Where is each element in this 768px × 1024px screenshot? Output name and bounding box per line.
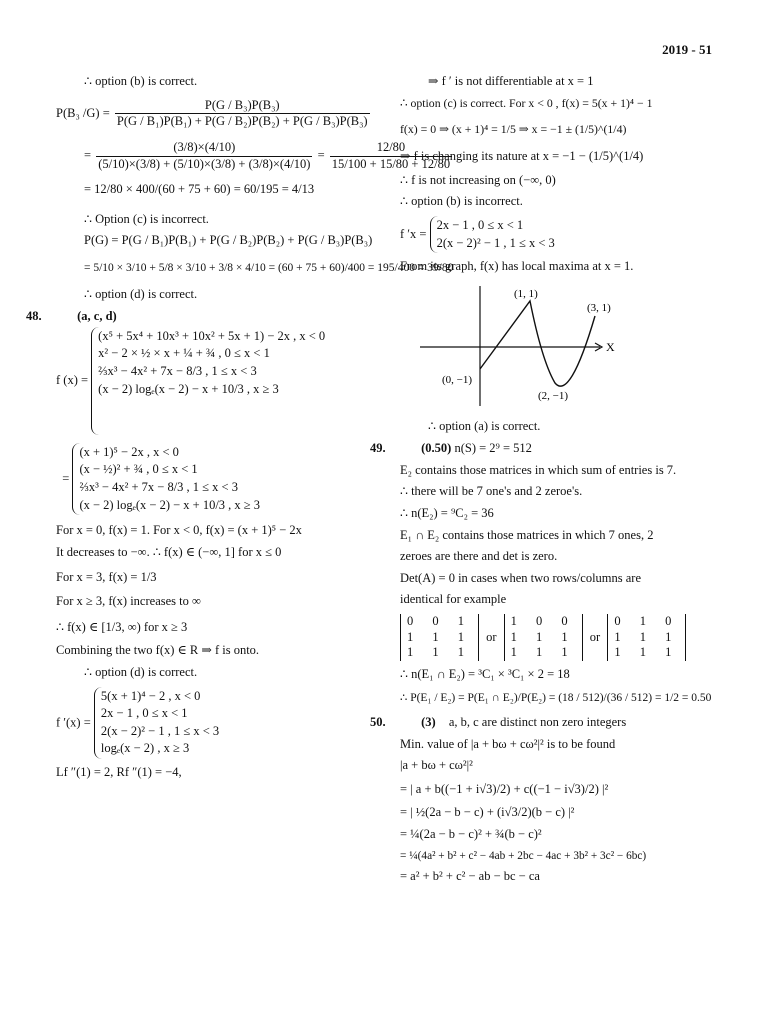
det-row: 1 1 1 [510, 645, 576, 660]
bayes-formula [56, 98, 386, 130]
piecewise-fpx [400, 216, 720, 253]
text-line: Combining the two f(x) ∈ R ⇒ f is onto. [56, 643, 260, 658]
text-line: For x = 0, f(x) = 1. For x < 0, f(x) = (x + 1)⁵ − 2x [56, 523, 302, 538]
calc-fraction-1 [96, 140, 312, 172]
text-line: E₁ ∩ E₂ contains those matrices in which 7 ones, 2 [400, 527, 654, 542]
text-line: = | a + b((−1 + i√3)/2) + c((−1 − i√3)/2) |² [400, 781, 609, 796]
text-line: ⇒ f ′ is not differentiable at x = 1 [428, 74, 594, 88]
denominator: P(G / B₁)P(B₁) + P(G / B₂)P(B₂) + P(G / B₃)P(B₃) [116, 114, 368, 129]
text-line: ∴ option (d) is correct. [84, 664, 198, 679]
question-number: 50. [370, 714, 386, 729]
answer-key: (a, c, d) [77, 309, 117, 323]
point-label: (0, −1) [442, 373, 473, 386]
formula-line: P(G) = P(G / B₁)P(B₁) + P(G / B₂)P(B₂) + P(G / B₃)P(B₃) [84, 233, 373, 248]
case: (x − 2) logₑ(x − 2) − x + 10/3 , x ≥ 3 [79, 497, 261, 512]
text-line: = | ½(2a − b − c) + (i√3/2)(b − c) |² [400, 805, 575, 820]
text-line: = a² + b² + c² − ab − bc − ca [400, 868, 540, 883]
answer-key: (0.50) [421, 441, 452, 456]
f-label: f (x) = [56, 372, 89, 387]
det-row: 0 1 0 [614, 614, 680, 629]
bayes-fraction [115, 98, 370, 130]
case: ⅔x³ − 4x² + 7x − 8/3 , 1 ≤ x < 3 [79, 479, 238, 494]
text-line: ∴ n(E₂) = ⁹C₂ = 36 [400, 505, 494, 520]
piecewise-fprime [56, 687, 386, 760]
denominator: (5/10)×(3/8) + (5/10)×(3/8) + (3/8)×(4/10) [98, 156, 311, 171]
case: (x − ½)² + ¾ , 0 ≤ x < 1 [79, 462, 198, 477]
question-48 [26, 309, 386, 325]
text-line: Det(A) = 0 in cases when two rows/columns are [400, 570, 642, 585]
case: x² − 2 × ½ × x + ¼ + ¾ , 0 ≤ x < 1 [98, 346, 270, 361]
determinants [400, 614, 720, 661]
det-row: 1 1 1 [407, 645, 472, 660]
question-number: 48. [26, 309, 42, 323]
det-row: 1 1 1 [510, 629, 576, 644]
point-label: (1, 1) [514, 287, 538, 300]
calc-line: = 5/10 × 3/10 + 5/8 × 3/10 + 3/8 × 4/10 = (60 + 75 + 60)/400 = 195/400 = 39/80 [84, 262, 454, 274]
det-row: 0 0 1 [407, 614, 472, 629]
text-line: f(x) = 0 ⇒ (x + 1)⁴ = 1/5 ⇒ x = −1 ± (1/5)^(1/4) [400, 122, 627, 137]
det-row: 1 1 1 [614, 629, 680, 644]
point-label: (3, 1) [587, 301, 611, 314]
case: 2x − 1 , 0 ≤ x < 1 [100, 706, 188, 721]
text-line: |a + bω + cω²|² [400, 758, 473, 773]
text-line: ∴ option (a) is correct. [428, 419, 541, 434]
piecewise-f [56, 327, 386, 435]
function-graph [410, 281, 720, 416]
text-line: ⇒ f is changing its nature at x = −1 − (1/5)^(1/4) [400, 149, 644, 164]
det-row: 1 1 1 [407, 629, 472, 644]
calc-line: = 12/80 × 400/(60 + 75 + 60) = 60/195 = 4/13 [84, 182, 315, 197]
text-line: ∴ there will be 7 one's and 2 zeroe's. [400, 484, 583, 499]
denominator: 15/100 + 15/80 + 12/80 [331, 156, 451, 171]
point-label: (2, −1) [538, 389, 569, 402]
brace [94, 687, 219, 760]
text-line: zeroes are there and det is zero. [400, 549, 558, 564]
case: logₑ(x − 2) , x ≥ 3 [100, 741, 190, 756]
determinant [504, 614, 583, 661]
case: 5(x + 1)⁴ − 2 , x < 0 [100, 688, 201, 703]
case: (x⁵ + 5x⁴ + 10x³ + 10x² + 5x + 1) − 2x , x < 0 [98, 328, 326, 343]
axis-label: X [606, 339, 615, 354]
text-line: ∴ n(E₁ ∩ E₂) = ³C₁ × ³C₁ × 2 = 18 [400, 666, 570, 681]
text-line: = ¼(2a − b − c)² + ¾(b − c)² [400, 827, 542, 842]
text-line: ∴ option (b) is correct. [84, 74, 198, 88]
question-number: 49. [370, 441, 386, 456]
graph-svg [410, 281, 660, 411]
text-line: = ¼(4a² + b² + c² − 4ab + 2bc − 4ac + 3b² + 3c² − 6bc) [400, 849, 647, 862]
case: 2(x − 2)² − 1 , 1 ≤ x < 3 [100, 723, 220, 738]
text: a, b, c are distinct non zero integers [448, 714, 627, 729]
case: 2x − 1 , 0 ≤ x < 1 [436, 217, 524, 232]
text-line: From its graph, f(x) has local maxima at x = 1. [400, 259, 634, 274]
text-line: Lf ″(1) = 2, Rf ″(1) = −4, [56, 765, 182, 779]
numerator: (3/8)×(4/10) [96, 140, 312, 157]
case: 2(x − 2)² − 1 , 1 ≤ x < 3 [436, 235, 555, 250]
brace [430, 216, 555, 253]
text-line: For x = 3, f(x) = 1/3 [56, 570, 157, 585]
text-line: For x ≥ 3, f(x) increases to ∞ [56, 594, 201, 608]
bayes-lhs: P(B₃ /G) = [56, 105, 110, 120]
fprime-label: f ′(x) = [56, 714, 91, 729]
brace [91, 327, 325, 435]
text-line: E₂ contains those matrices in which sum of entries is 7. [400, 462, 677, 477]
text-line: ∴ option (c) is correct. For x < 0 , f(x) = 5(x + 1)⁴ − 1 [400, 95, 653, 110]
determinant [400, 614, 479, 661]
brace [72, 443, 260, 516]
question-50 [370, 714, 720, 731]
text-line: identical for example [400, 592, 507, 607]
numerator: P(G / B₃)P(B₃) [115, 98, 370, 115]
case: ⅔x³ − 4x² + 7x − 8/3 , 1 ≤ x < 3 [98, 363, 257, 378]
determinant [607, 614, 686, 661]
det-row: 1 1 1 [614, 645, 680, 660]
text-line: ∴ P(E₁ / E₂) = P(E₁ ∩ E₂)/P(E₂) = (18 / 512)/(36 / 512) = 1/2 = 0.50 [400, 691, 712, 704]
question-49 [370, 441, 720, 457]
text-line: ∴ option (b) is incorrect. [400, 194, 523, 209]
page-number: 2019 - 51 [662, 42, 712, 57]
calc-line: = $\frac{(3/8)\times(4/10)}{(5/10)\times(3/8) + (5/10)\times(3/8) + (3/8)\times(4/10)}$ = $\frac{12/80}{15/100 + 15/80 + 12/80}$ [84, 139, 451, 171]
text-line: Min. value of |a + bω + cω²|² is to be found [400, 736, 616, 751]
piecewise-g: = (x + 1)⁵ − 2x , x < 0 (x − ½)² + ¾ , 0 ≤ x < 1 ⅔x³ − 4x² + 7x − 8/3 , 1 ≤ x < 3 (x − 2) logₑ(x − 2) − x + 10/3 , x ≥ 3 [56, 443, 386, 516]
answer-key: (3) [421, 714, 436, 729]
text-line: ∴ option (d) is correct. [84, 287, 198, 302]
curve [480, 301, 595, 386]
text-line: ∴ Option (c) is incorrect. [84, 211, 209, 226]
text-line: ∴ f is not increasing on (−∞, 0) [400, 172, 556, 187]
case: (x + 1)⁵ − 2x , x < 0 [79, 444, 179, 459]
det-row: 1 0 0 [510, 614, 576, 629]
numerator: 12/80 [330, 140, 452, 157]
text-line: It decreases to −∞. ∴ f(x) ∈ (−∞, 1] for x ≤ 0 [56, 544, 282, 559]
case: (x − 2) logₑ(x − 2) − x + 10/3 , x ≥ 3 [98, 381, 279, 396]
fpx-label: f ′x = [400, 226, 427, 241]
or-label: or [486, 629, 497, 644]
or-label: or [589, 629, 601, 644]
text: n(S) = 2⁹ = 512 [454, 441, 532, 456]
text-line: ∴ f(x) ∈ [1/3, ∞) for x ≥ 3 [56, 619, 188, 634]
